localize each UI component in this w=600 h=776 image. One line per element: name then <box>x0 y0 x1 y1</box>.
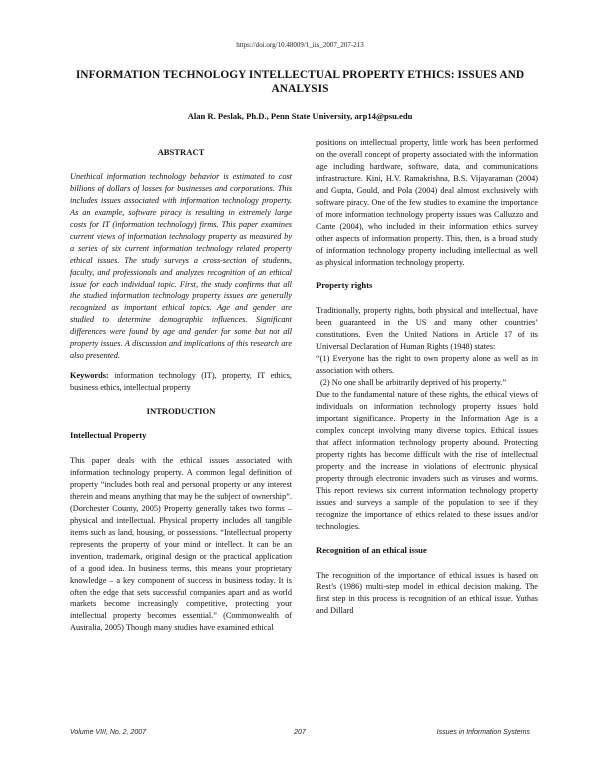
property-rights-quote-1: “(1) Everyone has the right to own property alone as well as in association with others. <box>316 354 538 376</box>
intellectual-property-heading: Intellectual Property <box>70 430 147 441</box>
recognition-heading: Recognition of an ethical issue <box>316 544 427 555</box>
property-rights-paragraph-2: Due to the fundamental nature of these rights, the ethical views of individuals on information technology property issues hold important significance. Property in the Information Age is a complex concept involving many diverse topics. Ethical issues that affect information technology property abound. Protecting property rights has become difficult with the rise of intellectual property and the increase in violations of electronic physical property through electronic invaders such as viruses and worms. This report reviews six current information technology property issues and surveys a sample of the population to see if they recognize the importance of ethics related to these issues and/or technologies. <box>316 390 538 531</box>
left-column <box>70 143 292 634</box>
right-column <box>316 137 538 617</box>
keywords-label: Keywords: <box>70 371 109 381</box>
introduction-continuation: positions on intellectual property, little work has been performed on the overall concept of property associated with the information age including hardware, software, data, and communications infrastructure. Kini, H.V. Ramakrishna, B.S. Vijayaraman (2004) and Gupta, Gould, and Pola (2004) deal almost exclusively with software piracy. One of the few studies to examine the importance of more information technology property issues was Calluzzo and Cante (2004), who included in their information ethics survey other aspects of information property. This, then, is a broad study of information technology property including intellectual as well as physical information technology property. <box>316 138 538 267</box>
introduction-heading: INTRODUCTION <box>146 406 216 417</box>
property-rights-heading: Property rights <box>316 280 373 291</box>
paper-title: INFORMATION TECHNOLOGY INTELLECTUAL PROPERTY ETHICS: ISSUES AND ANALYSIS <box>75 69 525 95</box>
author-line: Alan R. Peslak, Ph.D., Penn State University, arp14@psu.edu <box>187 111 413 121</box>
footer-journal: Issues in Information Systems <box>436 729 530 736</box>
abstract-heading: ABSTRACT <box>157 147 205 157</box>
property-rights-quote-2: (2) No one shall be arbitrarily deprived of his property.” <box>320 378 507 388</box>
introduction-paragraph: This paper deals with the ethical issues associated with information technology property. A common legal definition of property “includes both real and personal property or any interest therein and means anything that may be the subject of ownership”. (Dorchester County, 2005) Property generally takes two forms – physical and intellectual. Physical property includes all tangible items such as land, housing, or possessions. “Intellectual property represents the property of your mind or intellect. It can be an invention, trademark, original design or the practical application of a good idea. In business terms, this means your proprietary knowledge – a key component of success in business today. It is often the edge that sets successful companies apart and as world markets become increasingly competitive, protecting your intellectual property becomes essential.” (Commonwealth of Australia, 2005) Though many studies have examined ethical <box>70 456 292 633</box>
keywords-text: information technology (IT), property, IT ethics, business ethics, intellectual property <box>70 371 292 393</box>
keywords <box>70 370 292 394</box>
doi-link[interactable]: https://doi.org/10.48009/1_iis_2007_207-213 <box>236 41 364 49</box>
footer-volume: Volume VIII, No. 2, 2007 <box>70 729 147 736</box>
recognition-paragraph: The recognition of the importance of ethical issues is based on Rest’s (1986) multi-step model in ethical decision making. The first step in this process is recognition of an ethical issue. Yuthas and Dillard <box>316 570 538 616</box>
footer-page-number: 207 <box>294 729 306 736</box>
abstract-text: Unethical information technology behavior is estimated to cost billions of dollars of losses for businesses and corporations. This includes issues associated with information technology property. As an example, software piracy is resulting in extremely large costs for IT (information technology) firms. This paper examines current views of information technology property as measured by a series of six current information technology related property ethical issues. The study surveys a cross-section of students, faculty, and professionals and analyzes recognition of an ethical issue for each individual topic. First, the study confirms that all the studied information technology property issues are generally recognized as important ethical topics. Age and gender are studied to determine demographic influences. Significant differences were found by age and gender for some but not all property issues. A discussion and implications of this research are also presented. <box>70 171 292 361</box>
property-rights-paragraph-1: Traditionally, property rights, both physical and intellectual, have been guaranteed in the US and many other countries’ constitutions. Even the United Nations in Article 17 of its Universal Declaration of Human Rights (1948) states: <box>316 306 538 352</box>
